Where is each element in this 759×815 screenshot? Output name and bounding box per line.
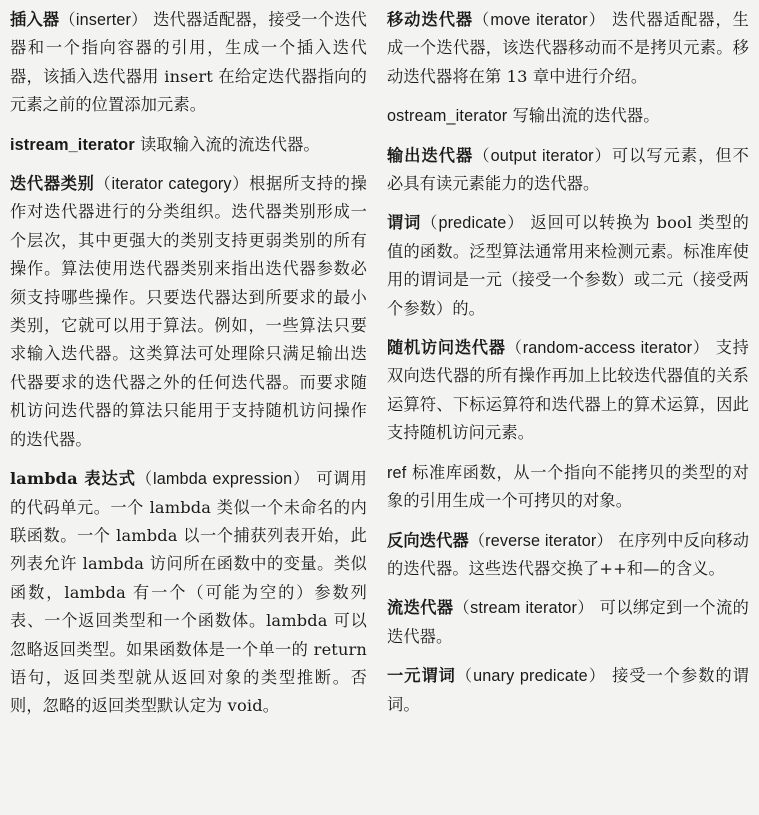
term-output-iterator-english: （output iterator） [473,146,612,165]
definition-lambda-expression: 可调用的代码单元。一个 lambda 类似一个未命名的内联函数。一个 lambda 以一个捕获列表开始，此列表允许 lambda 访问所在函数中的变量。类似函数，lambda 有一个（可能为空的）参数列表、一个返回类型和一个函数体。lambda 可以忽略返回类型。如果函数体是一个单一的 return 语句，返回类型就从返回对象的类型推断。否则，忽略的返回类型默认定为 void。 [10,469,368,716]
definition-random-access-iterator: 支持双向迭代器的所有操作再加上比较迭代器值的关系运算符、下标运算符和迭代器上的算术运算，因此支持随机访问元素。 [387,338,749,443]
term-reverse-iterator-english: （reverse iterator） [468,531,613,550]
term-move-iterator: 移动迭代器 [387,10,474,29]
definition-output-iterator: 可以写元素，但不必具有读元素能力的迭代器。 [387,145,750,194]
right-column [387,6,749,815]
term-iterator-category-english: （iterator category） [94,175,250,194]
term-inserter-english: （inserter） [59,11,148,29]
term-lambda-expression: lambda 表达式 [10,469,136,489]
entry-iterator-category [10,170,367,454]
term-predicate: 谓词 [387,213,422,233]
term-inserter: 插入器 [10,10,60,29]
term-predicate-english: （predicate） [421,214,525,233]
term-ref: ref [387,463,407,482]
definition-ostream-iterator: 写输出流的迭代器。 [512,106,660,126]
entry-unary-predicate [387,662,749,719]
term-random-access-iterator: 随机访问迭代器 [387,338,506,358]
term-lambda-expression-english: （lambda expression） [135,470,311,489]
definition-stream-iterator: 可以绑定到一个流的迭代器。 [387,598,749,646]
definition-predicate: 返回可以转换为 bool 类型的值的函数。泛型算法通常用来检测元素。标准库使用的谓词是一元（接受一个参数）或二元（接受两个参数）的。 [387,213,749,318]
term-ostream-iterator: ostream_iterator [387,107,508,126]
entry-ostream-iterator [387,102,749,130]
entry-lambda-expression [10,465,367,721]
entry-inserter [10,6,367,120]
left-column [10,6,367,815]
entry-move-iterator [387,6,749,91]
term-unary-predicate-english: （unary predicate） [455,667,606,686]
term-move-iterator-english: （move iterator） [473,11,606,29]
term-stream-iterator-english: （stream iterator） [453,599,594,618]
entry-stream-iterator [387,594,749,651]
definition-unary-predicate: 接受一个参数的谓词。 [387,666,750,714]
term-output-iterator: 输出迭代器 [387,145,474,165]
definition-reverse-iterator: 在序列中反向移动的迭代器。这些迭代器交换了++和—的含义。 [387,530,750,578]
term-iterator-category: 迭代器类别 [10,174,95,194]
definition-move-iterator: 迭代器适配器，生成一个迭代器，该迭代器移动而不是拷贝元素。移动迭代器将在第 13 章中进行介绍。 [387,10,750,86]
term-random-access-iterator-english: （random-access iterator） [505,339,710,358]
term-stream-iterator: 流迭代器 [387,598,454,618]
term-reverse-iterator: 反向迭代器 [387,530,469,550]
term-istream-iterator: istream_iterator [10,135,135,154]
term-unary-predicate: 一元谓词 [387,666,456,686]
entry-output-iterator [387,142,749,199]
entry-ref [387,459,749,516]
definition-istream-iterator: 读取输入流的流迭代器。 [140,134,320,154]
definition-iterator-category: 根据所支持的操作对迭代器进行的分类组织。迭代器类别形成一个层次，其中更强大的类别支持更弱类别的所有操作。算法使用迭代器类别来指出迭代器参数必须支持哪些操作。只要迭代器达到所要求的最小类别，它就可以用于算法。例如，一些算法只要求输入迭代器。这类算法可处理除只满足输出迭代器要求的迭代器之外的任何迭代器。而要求随机访问迭代器的算法只能用于支持随机访问操作的迭代器。 [10,174,367,449]
entry-random-access-iterator [387,334,749,448]
definition-inserter: 迭代器适配器，接受一个迭代器和一个指向容器的引用，生成一个插入迭代器，该插入迭代器用 insert 在给定迭代器指向的元素之前的位置添加元素。 [10,10,368,115]
entry-predicate [387,209,749,323]
entry-reverse-iterator [387,527,749,584]
entry-istream-iterator [10,131,367,159]
definition-ref: 标准库函数，从一个指向不能拷贝的类型的对象的引用生成一个可拷贝的对象。 [387,462,749,511]
